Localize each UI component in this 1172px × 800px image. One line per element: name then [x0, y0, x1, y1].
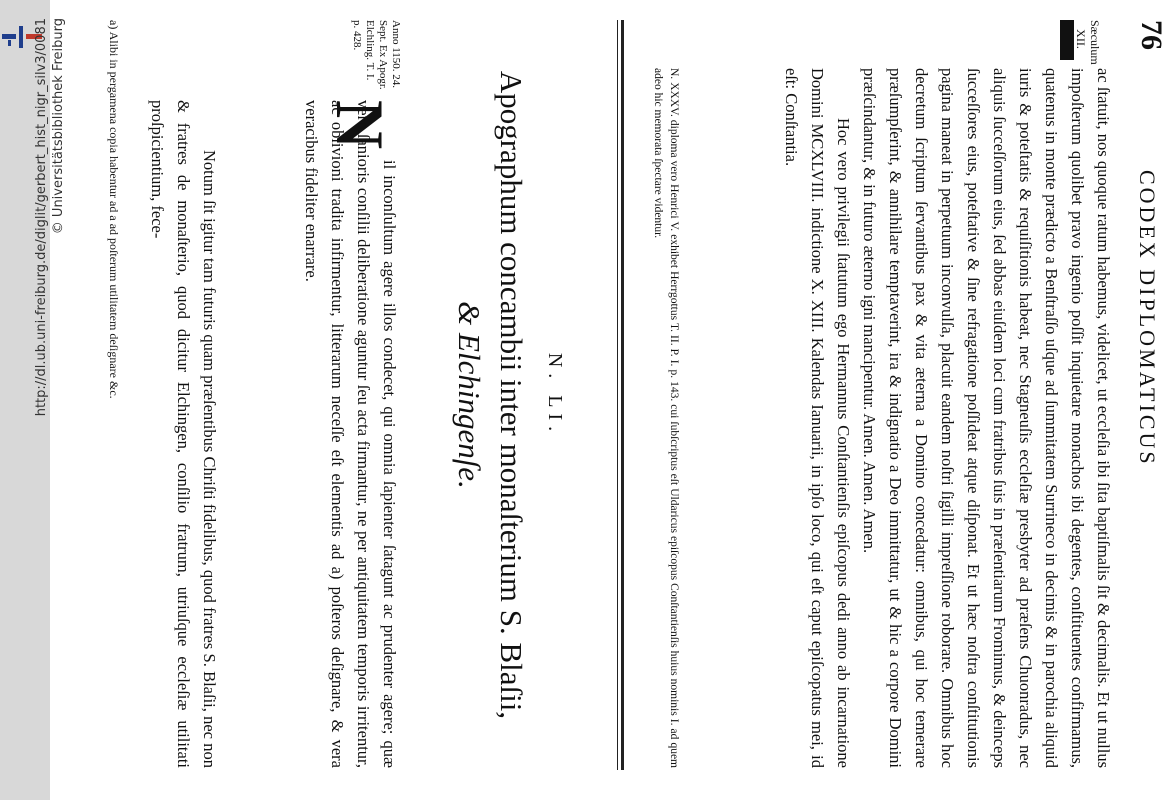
viewer-sidebar	[0, 0, 66, 800]
section-rule-thin	[617, 20, 618, 770]
document-title	[448, 20, 532, 770]
body-paragraph-2: Hoc vero privilegii ſtatutum ego Hermannus Conſtantienſis epiſcopus dedi anno ab incarnatione Domini MCXLVIII. indictione X. XIII. Kalendas Ianuarii, in ipſo loco, qui eſt caput epiſcopatus mei, id eſt: Conſtantia.	[782, 68, 853, 768]
running-head: CODEX DIPLOMATICUS	[1135, 170, 1160, 467]
body-text-block-2: il inconſultum agere illos condecet, qui omnia ſapienter ſatagunt ac prudenter agere; quæ vero ſanioris conſilii deliberatione aguntur ſeu acta firmantur, ne per antiquitatem temporis irritentur, ac oblivioni tradita infirmentur, litterarum neceſſe eſt elementis ad a) poſteros deſignare, & vera veracibus fideliter enarrare.	[302, 100, 399, 768]
section-rule	[621, 20, 624, 770]
drop-cap: N	[322, 100, 398, 150]
body-text-block-3: Notum ſit igitur tam futuris quam præſentibus Chriſti fidelibus, quod fratres S. Blaſii, nec non & fratres de monaſterio, quod dicitur Elchingen, conſilio fratrum, utriuſque eccleſiæ utilitati proſpicientium, fece-	[148, 100, 219, 768]
scanned-page	[92, 20, 1172, 770]
saeculum-marginal: Sæculum XII.	[1074, 20, 1102, 65]
marginal-ornament	[1060, 20, 1074, 60]
editorial-note: N. XXXV. diploma vero Henrici V. exhibet Herrgottus T. II. P. I. p. 143. cui ſubſcriptus eſt Uldaricus epiſcopus Conſtantienſis huius nominis I. ad quem adeo hic memorata ſpectare videntur.	[652, 68, 680, 768]
scan-area	[50, 0, 1168, 800]
credit-copyright: © Universitätsbibliothek Freiburg	[51, 18, 66, 235]
margin-note: Anno 1150. 24. Sept. Ex Apogr. Elchling. T. I. p. 428.	[351, 20, 402, 90]
document-number: N. LI.	[544, 352, 566, 438]
title-line-1: Apographum concambii inter monaſterium S. Blaſii,	[494, 70, 529, 720]
footnote: a) Alibi in pergamena copia habentur ad a ad poſterum utilitatem deſignare &c.	[107, 20, 121, 399]
credit-url[interactable]: http://dl.ub.uni-freiburg.de/diglit/gerbert_hist_nigr_silv3/0081	[34, 18, 49, 417]
body-paragraph-1: ac ſtatuit, nos quoque ratum habemus, videlicet, ut eccleſia ibi ſita baptiſmalis ſit & decimalis. Et ut nullus impoſterum quolibet pravo ingenio poſſit inquietare monachos ibi degentes, conſtituentes confirmamus, quatenus in monte prædicto a Benſtraſſo uſque ad ſummitatem Surrineco in decimis & in parochia aliquid iuris & poteſtatis & requiſitionis habeat, nec Stagneuſis eccleſiæ presbyter ad præſens Chuonradus, nec aliquis ſucceſſorum eius, ſed abbas eiuſdem loci cum fratribus ſuis in præſentiarum Fromimus, & deinceps ſucceſſores eius, poteſtative & ſine refragatione poſſideat atque diſponat. Et ut hæc noſtra conſtitutionis pagina maneat in perpetuum inconvulſa, placuit eandem noſtri ſigilli impreſſione roborare. Omnibus hoc decretum ſcriptum ſervantibus pax & vita æterna a Domino concedatur: omnibus, qui hoc temerare præſumpſerint, & annihilare temptaverint, ira & indignatio a Deo immittatur, ut & hic a corpore Domini præſcindantur, & in futuro æterno igni mancipentur. Amen. Amen. Amen.	[860, 68, 1113, 768]
page-number: 76	[1135, 20, 1168, 50]
body-text-block-1	[778, 68, 1116, 768]
title-line-2: & Elchingenſe.	[452, 301, 487, 489]
